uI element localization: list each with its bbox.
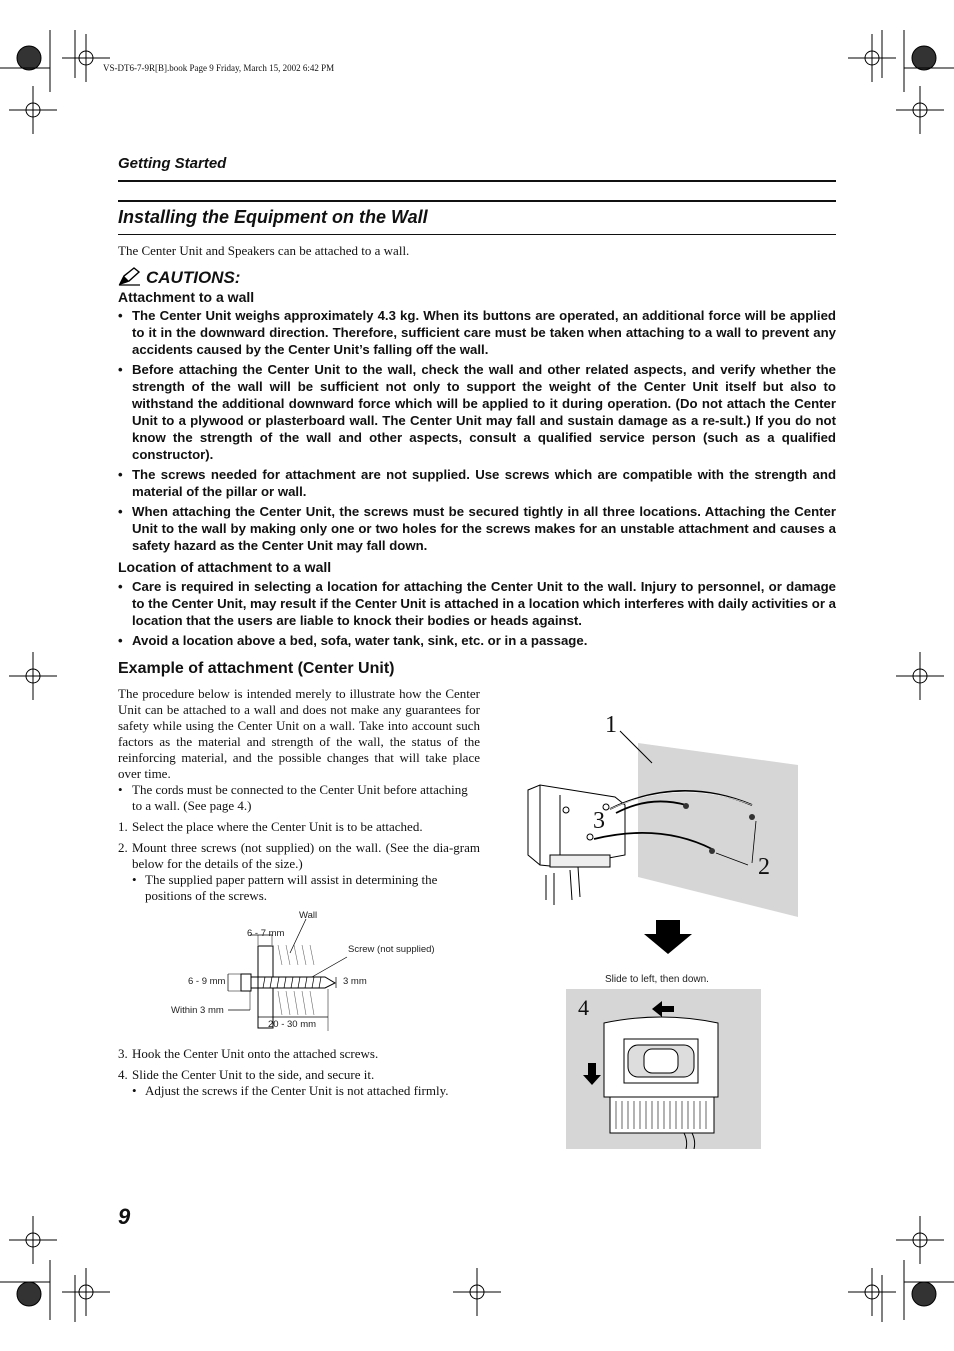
step-4-sub: • Adjust the screws if the Center Unit is not attached firmly. [118, 1083, 480, 1099]
list-item: • Avoid a location above a bed, sofa, water tank, sink, etc. or in a passage. [118, 632, 836, 649]
title-rule-bottom [118, 234, 836, 235]
step-text: Select the place where the Center Unit is to be attached. [132, 819, 423, 834]
example-paragraph: The procedure below is intended merely to illustrate how the Center Unit can be attached to a wall and does not make any guarantees for safety while using the Center Unit on a wall. Take into account such factors as the material and strength of the wall, the status of the reinforcing material, and the possible changes that will take place over time. [118, 686, 480, 781]
step-number: 2. [118, 840, 128, 855]
location-list [118, 578, 836, 652]
step-3 [118, 1046, 480, 1062]
page-number: 9 [118, 1204, 131, 1229]
diagram-label-dim: Within 3 mm [171, 1005, 224, 1016]
attachment-list [118, 307, 836, 557]
intro-text: The Center Unit and Speakers can be attached to a wall. [118, 243, 410, 258]
example-steps-cont [118, 1046, 480, 1099]
wall-mount-illustration [520, 705, 810, 920]
diagram-label-dim: 6 - 7 mm [247, 928, 285, 939]
diagram-label-screw: Screw (not supplied) [348, 944, 435, 955]
step-2-sub: • The supplied paper pattern will assist in determining the positions of the screws. [118, 872, 480, 904]
location-heading: Location of attachment to a wall [118, 559, 332, 575]
step-2 [118, 840, 480, 872]
attachment-heading: Attachment to a wall [118, 289, 255, 305]
step-text: Hook the Center Unit onto the attached screws. [132, 1046, 379, 1061]
slide-illustration [566, 989, 761, 1149]
step-1 [118, 819, 480, 835]
page-title: Installing the Equipment on the Wall [118, 207, 428, 227]
step-number: 4. [118, 1067, 128, 1082]
diagram-label-dim: 3 mm [343, 976, 367, 987]
cautions-heading: CAUTIONS: [146, 268, 241, 287]
list-item: • When attaching the Center Unit, the screws must be secured tightly in all three locations. Attaching the Center Unit to the wall by making only one or two holes for the screws makes for an unstable attachment and causes a safety hazard as the Center Unit may fall down. [118, 503, 836, 554]
illus-number-3: 3 [593, 808, 605, 834]
illus-number-4: 4 [578, 995, 589, 1020]
section-rule [118, 180, 836, 182]
illus-number-1: 1 [605, 712, 617, 738]
step-text: Slide the Center Unit to the side, and secure it. [132, 1067, 375, 1082]
arrow-down-icon [644, 920, 692, 954]
step-text: Mount three screws (not supplied) on the wall. (See the dia-gram below for the details of the size.) [132, 840, 480, 871]
caution-pencil-icon [118, 266, 142, 286]
step-number: 3. [118, 1046, 128, 1061]
file-header: VS-DT6-7-9R[B].book Page 9 Friday, March 15, 2002 6:42 PM [103, 63, 335, 73]
diagram-label-dim: 20 - 30 mm [268, 1019, 317, 1030]
title-rule-top [118, 200, 836, 202]
example-body [118, 686, 480, 904]
list-item: • The screws needed for attachment are not supplied. Use screws which are compatible with the strength and material of the pillar or wall. [118, 466, 836, 500]
slide-caption: Slide to left, then down. [605, 974, 709, 985]
diagram-label-dim: 6 - 9 mm [188, 976, 226, 987]
list-item: • Before attaching the Center Unit to the wall, check the wall and other related aspects, and verify whether the strength of the wall will be sufficient not only to support the weight of the Center Unit itself but also to withstand the additional downward force which will be applied to it during operation. (Do not attach the Center Unit to a plywood or plasterboard wall. The Center Unit may fall and sustain damage as a re-sult.) If you do not know the strength of the wall and other aspects, consult a qualified service person (such as a qualified constructor). [118, 361, 836, 463]
list-item: • Care is required in selecting a location for attaching the Center Unit to the wall. Injury to personnel, or damage to the Center Unit, may result if the Center Unit is attached in a location which interferes with daily activities or a location that the users are liable to knock their bodies or heads against. [118, 578, 836, 629]
step-number: 1. [118, 819, 128, 834]
section-label: Getting Started [118, 155, 227, 172]
diagram-label-wall: Wall [299, 910, 318, 921]
illus-number-2: 2 [758, 854, 770, 880]
step-4 [118, 1067, 480, 1083]
example-note: • The cords must be connected to the Center Unit before attaching to a wall. (See page 4.) [118, 782, 480, 814]
list-item: • The Center Unit weighs approximately 4.3 kg. When its buttons are operated, an additional force will be applied to it in the downward direction. Therefore, sufficient care must be taken when attaching to a wall to prevent any accidents caused by the Center Unit’s falling off the wall. [118, 307, 836, 358]
example-heading: Example of attachment (Center Unit) [118, 660, 395, 677]
